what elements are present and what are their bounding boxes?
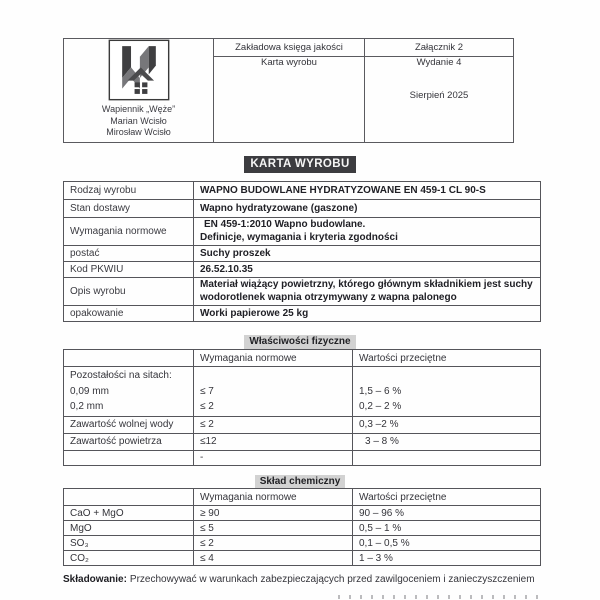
edition-label: Wydanie 4 [416, 57, 462, 68]
table-row [64, 416, 541, 433]
row-value: Suchy proszek [194, 246, 541, 262]
row-average: 1 – 3 % [353, 551, 541, 566]
table-row [64, 278, 541, 306]
table-row [64, 536, 541, 551]
row-label: Stan dostawy [64, 200, 194, 218]
col-header-requirements: Wymagania normowe [194, 489, 353, 506]
physical-properties-table [63, 349, 541, 466]
chemical-section-heading: Skład chemiczny [255, 475, 346, 489]
table-row [64, 182, 541, 200]
col-header-requirements: Wymagania normowe [194, 350, 353, 367]
row-label: Opis wyrobu [64, 278, 194, 306]
title-row [0, 154, 600, 173]
table-row [64, 262, 541, 278]
standard-line-1: EN 459-1:2010 Wapno budowlane. [204, 219, 366, 230]
sieve-size-1: 0,09 mm [70, 385, 109, 397]
edition-cell [365, 57, 514, 143]
col-header-average: Wartości przeciętne [353, 350, 541, 367]
document-type-label: Karta wyrobu [261, 57, 317, 68]
row-average: 0,5 – 1 % [353, 521, 541, 536]
quality-book-label: Zakładowa księga jakości [214, 39, 365, 57]
company-name-block [64, 104, 213, 139]
row-requirement: ≥ 90 [194, 506, 353, 521]
company-name: Wapiennik „Węże” [101, 104, 176, 114]
sieve-residue-row [64, 367, 541, 417]
col-header-average: Wartości przeciętne [353, 489, 541, 506]
physical-section-heading-row [0, 331, 600, 349]
row-value: 26.52.10.35 [194, 262, 541, 278]
row-label: MgO [64, 521, 194, 536]
sieve-avg-2: 0,2 – 2 % [359, 401, 402, 412]
sieve-avg-1: 1,5 – 6 % [359, 385, 402, 397]
clipped-text-fragment [338, 595, 538, 599]
standard-line-2: Definicje, wymagania i kryteria zgodności [200, 231, 398, 243]
row-requirement: - [194, 450, 353, 465]
storage-label: Składowanie: [63, 574, 127, 585]
row-label: CO₂ [64, 551, 194, 566]
table-row [64, 433, 541, 450]
table-row [64, 306, 541, 322]
row-value: Wapno hydratyzowane (gaszone) [194, 200, 541, 218]
header-table [63, 38, 514, 143]
company-logo-cell [64, 39, 214, 143]
sieve-req-2: ≤ 2 [200, 401, 214, 412]
sieve-group-label: Pozostałości na sitach: [70, 370, 172, 381]
table-header-row [64, 489, 541, 506]
storage-note [63, 574, 563, 585]
document-type-cell [214, 57, 365, 143]
sieve-labels [64, 367, 194, 417]
chemical-composition-table [63, 488, 541, 566]
physical-section-heading: Właściwości fizyczne [244, 335, 355, 349]
attachment-label: Załącznik 2 [365, 39, 514, 57]
row-requirement: ≤ 4 [194, 551, 353, 566]
table-row [64, 246, 541, 262]
table-row [64, 200, 541, 218]
row-label: Wymagania normowe [64, 218, 194, 246]
row-label: CaO + MgO [64, 506, 194, 521]
row-value [194, 218, 541, 246]
row-label: Rodzaj wyrobu [64, 182, 194, 200]
row-label: Zawartość wolnej wody [64, 416, 194, 433]
table-row [64, 218, 541, 246]
sieve-size-2: 0,2 mm [70, 401, 104, 412]
row-value: WAPNO BUDOWLANE HYDRATYZOWANE EN 459-1 CL 90-S [194, 182, 541, 200]
sieve-req-1: ≤ 7 [200, 385, 214, 397]
empty-header-cell [64, 489, 194, 506]
chemical-section-heading-row [0, 471, 600, 489]
page-title: KARTA WYROBU [244, 156, 355, 173]
issue-date: Sierpień 2025 [409, 90, 469, 101]
storage-text: Przechowywać w warunkach zabezpieczających przed zawilgoceniem i zanieczyszczeniem [129, 574, 535, 585]
row-average [353, 450, 541, 465]
row-requirement: ≤12 [194, 433, 353, 450]
row-label: Kod PKWIU [64, 262, 194, 278]
product-info-table [63, 181, 541, 322]
table-row [64, 521, 541, 536]
table-header-row [64, 350, 541, 367]
owner-name-1: Marian Wcisło [110, 115, 167, 126]
sieve-requirements [194, 367, 353, 417]
row-value: Worki papierowe 25 kg [194, 306, 541, 322]
row-label: SO₃ [64, 536, 194, 551]
row-label: opakowanie [64, 306, 194, 322]
row-label [64, 450, 194, 465]
row-requirement: ≤ 2 [194, 416, 353, 433]
table-row-empty [64, 450, 541, 465]
row-average: 3 – 8 % [353, 433, 541, 450]
row-label: Zawartość powietrza [64, 433, 194, 450]
row-requirement: ≤ 2 [194, 536, 353, 551]
table-row [64, 551, 541, 566]
row-average: 90 – 96 % [353, 506, 541, 521]
owner-name-2: Mirosław Wcisło [106, 127, 171, 137]
row-average: 0,3 –2 % [353, 416, 541, 433]
row-value: Materiał wiążący powietrzny, którego głównym składnikiem jest suchy wodorotlenek wapnia otrzymywany z wapna palonego [194, 278, 541, 306]
table-row [64, 506, 541, 521]
row-requirement: ≤ 5 [194, 521, 353, 536]
sieve-averages [353, 367, 541, 417]
row-average: 0,1 – 0,5 % [353, 536, 541, 551]
company-logo-icon [106, 39, 172, 101]
row-label: postać [64, 246, 194, 262]
empty-header-cell [64, 350, 194, 367]
